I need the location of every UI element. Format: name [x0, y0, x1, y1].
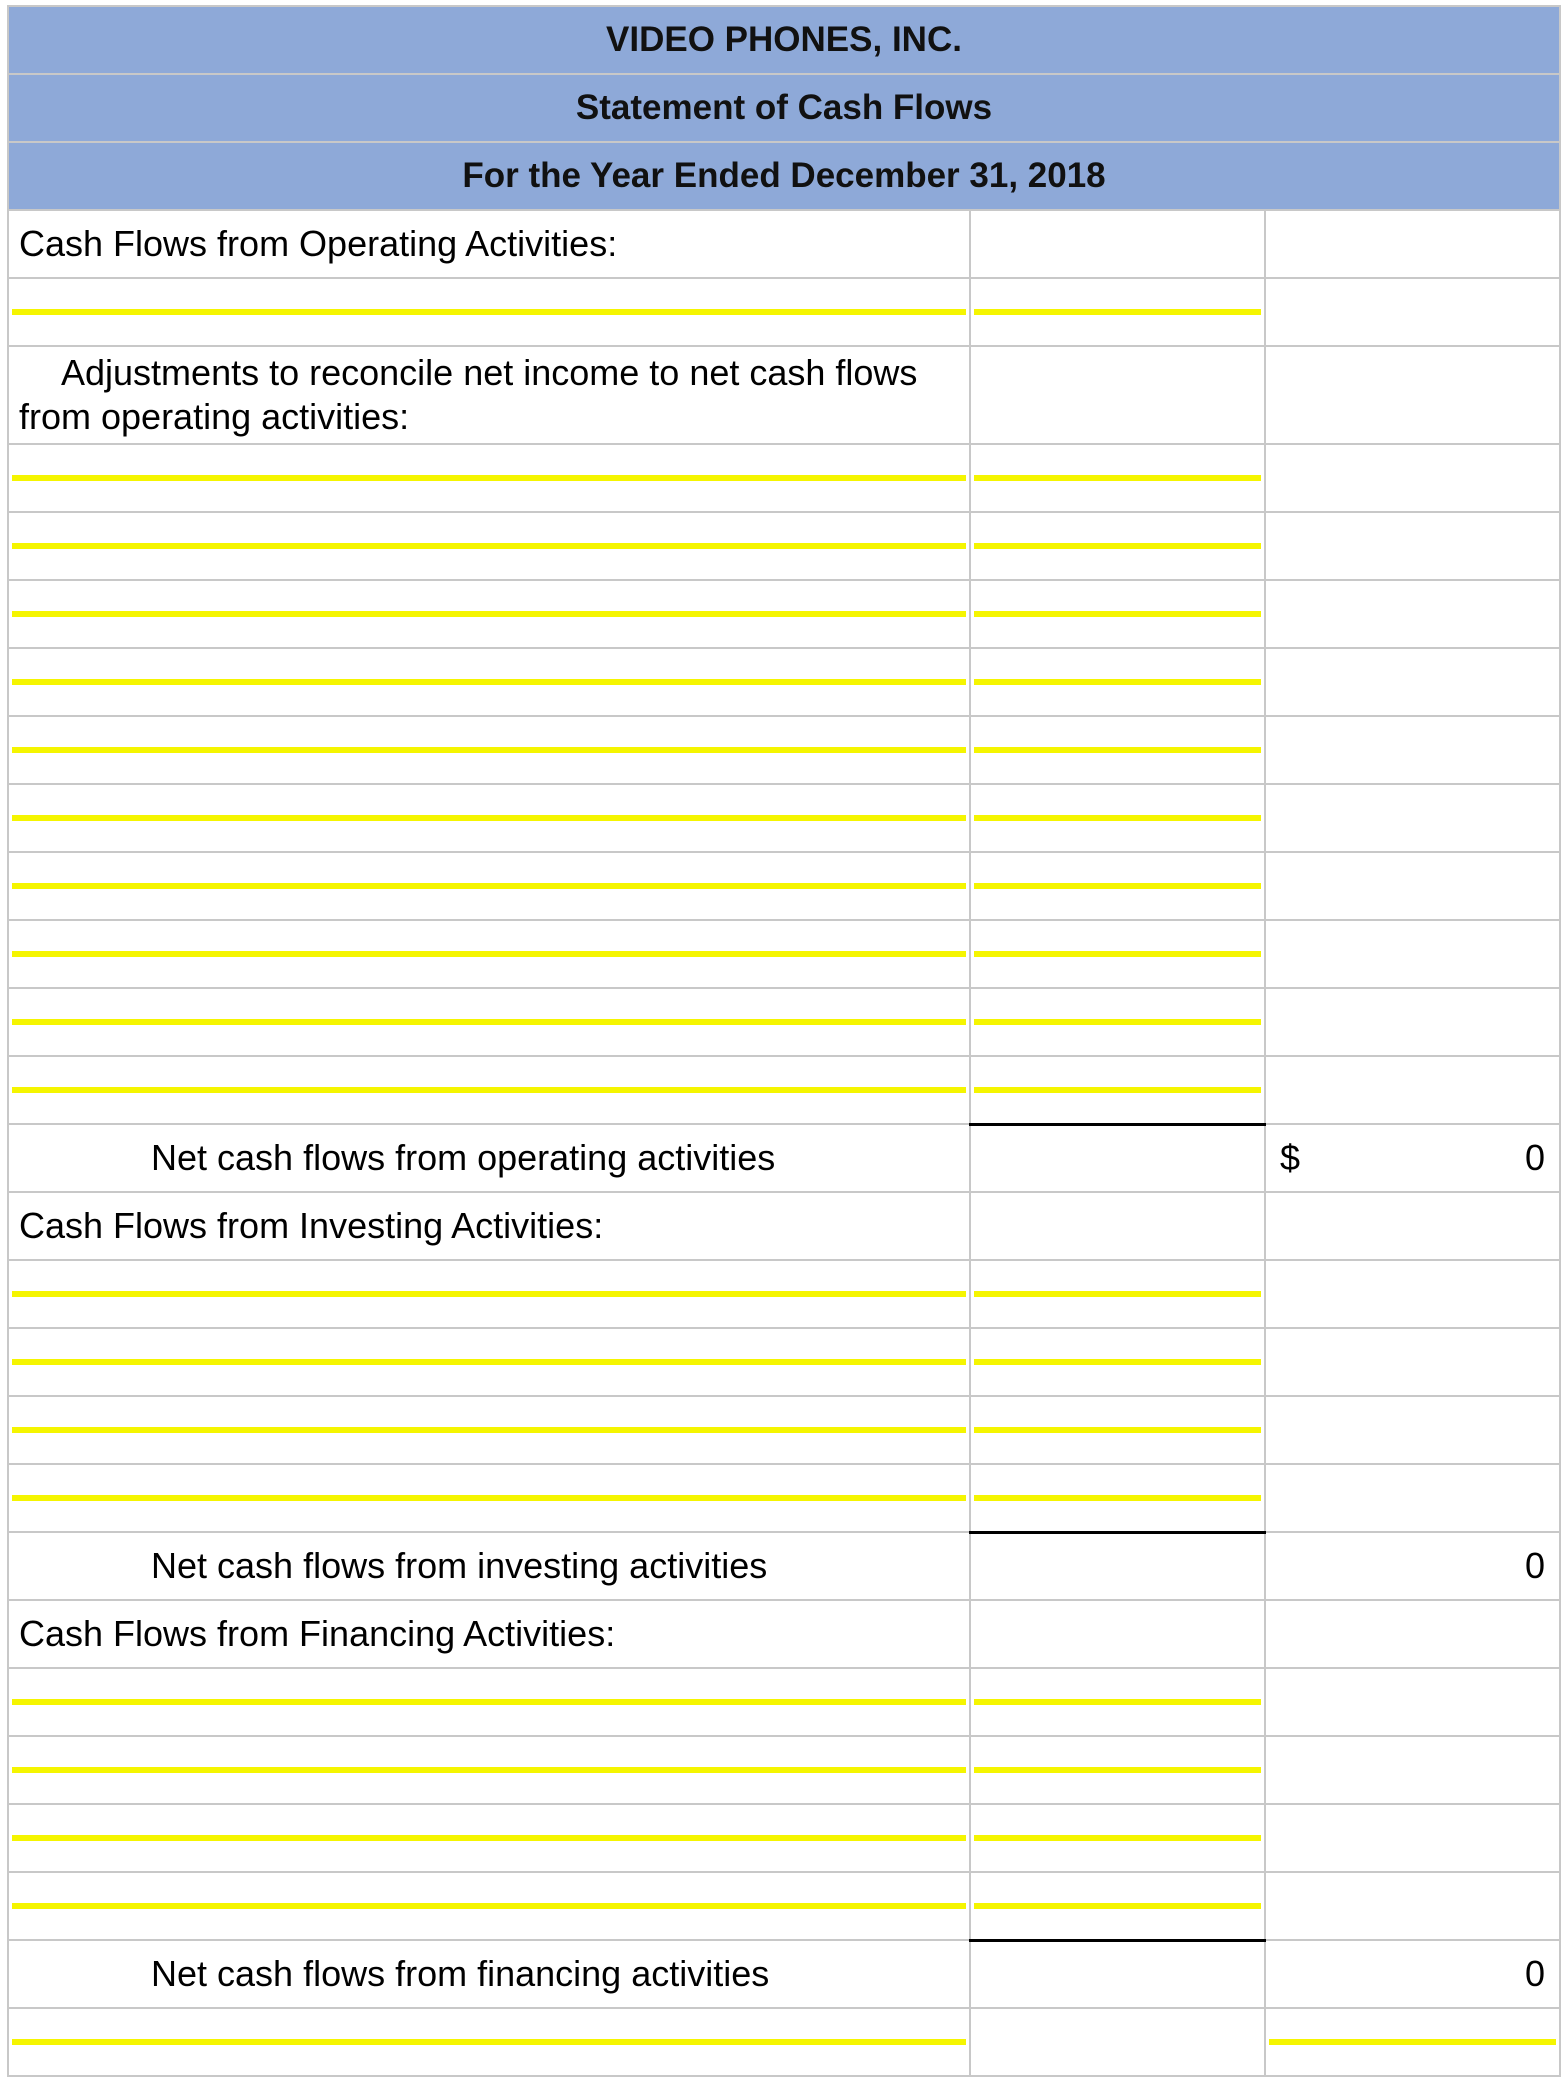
net-investing-value: 0	[1524, 1545, 1546, 1586]
net-financing-amount	[1265, 1940, 1560, 2008]
empty-cell	[1265, 784, 1560, 852]
investing-label-input[interactable]	[8, 1328, 970, 1396]
adjustment-amount-input[interactable]	[970, 580, 1265, 648]
investing-amount-input[interactable]	[970, 1464, 1265, 1532]
net-operating-amount	[1265, 1124, 1560, 1192]
net-financing-label: Net cash flows from financing activities	[8, 1940, 970, 2008]
financing-amount-input[interactable]	[970, 1872, 1265, 1940]
adjustment-label-input[interactable]	[8, 648, 970, 716]
operating-line-amount-input[interactable]	[970, 278, 1265, 346]
cash-flow-statement-table	[7, 5, 1561, 2077]
adjustments-label-text: Adjustments to reconcile net income to net cash flows from operating activities:	[19, 352, 918, 437]
adjustment-label-input[interactable]	[8, 1056, 970, 1124]
empty-cell	[1265, 1872, 1560, 1940]
input-box[interactable]	[974, 611, 1261, 617]
input-box[interactable]	[1269, 2039, 1556, 2045]
empty-cell	[1265, 648, 1560, 716]
input-box[interactable]	[12, 815, 966, 821]
financing-amount-input[interactable]	[970, 1736, 1265, 1804]
input-box[interactable]	[12, 883, 966, 889]
adjustment-label-input[interactable]	[8, 784, 970, 852]
input-box[interactable]	[12, 1767, 966, 1773]
input-box[interactable]	[974, 1835, 1261, 1841]
investing-heading: Cash Flows from Investing Activities:	[8, 1192, 970, 1260]
input-box[interactable]	[974, 543, 1261, 549]
adjustments-label	[8, 346, 970, 444]
empty-cell	[1265, 1464, 1560, 1532]
adjustment-label-input[interactable]	[8, 716, 970, 784]
input-box[interactable]	[12, 475, 966, 481]
input-box[interactable]	[12, 951, 966, 957]
financing-label-input[interactable]	[8, 1668, 970, 1736]
empty-cell	[1265, 444, 1560, 512]
input-box[interactable]	[974, 1019, 1261, 1025]
empty-cell	[1265, 1804, 1560, 1872]
input-box[interactable]	[12, 747, 966, 753]
financing-label-input[interactable]	[8, 1736, 970, 1804]
empty-cell	[1265, 1396, 1560, 1464]
financing-amount-input[interactable]	[970, 1668, 1265, 1736]
empty-cell	[1265, 1600, 1560, 1668]
input-box[interactable]	[974, 1495, 1261, 1501]
input-box[interactable]	[974, 1427, 1261, 1433]
input-box[interactable]	[12, 1495, 966, 1501]
empty-cell	[1265, 1192, 1560, 1260]
adjustment-amount-input[interactable]	[970, 1056, 1265, 1124]
input-box[interactable]	[974, 815, 1261, 821]
empty-cell	[1265, 716, 1560, 784]
empty-cell	[1265, 1668, 1560, 1736]
input-box[interactable]	[12, 309, 966, 315]
empty-cell	[970, 210, 1265, 278]
adjustment-amount-input[interactable]	[970, 512, 1265, 580]
input-box[interactable]	[12, 1087, 966, 1093]
input-box[interactable]	[12, 1427, 966, 1433]
adjustment-label-input[interactable]	[8, 852, 970, 920]
input-box[interactable]	[12, 1359, 966, 1365]
statement-period: For the Year Ended December 31, 2018	[8, 142, 1560, 210]
empty-cell	[970, 1192, 1265, 1260]
input-box[interactable]	[12, 611, 966, 617]
investing-label-input[interactable]	[8, 1396, 970, 1464]
empty-cell	[970, 2008, 1265, 2076]
statement-title: Statement of Cash Flows	[8, 74, 1560, 142]
input-box[interactable]	[12, 1019, 966, 1025]
empty-cell	[1265, 1260, 1560, 1328]
adjustment-label-input[interactable]	[8, 920, 970, 988]
input-box[interactable]	[974, 1087, 1261, 1093]
empty-cell	[1265, 580, 1560, 648]
empty-cell	[970, 346, 1265, 444]
investing-amount-input[interactable]	[970, 1328, 1265, 1396]
empty-cell	[1265, 346, 1560, 444]
net-investing-label: Net cash flows from investing activities	[8, 1532, 970, 1600]
net-financing-value: 0	[1524, 1953, 1546, 1994]
input-box[interactable]	[12, 679, 966, 685]
empty-cell	[970, 1600, 1265, 1668]
empty-cell	[1265, 210, 1560, 278]
adjustment-label-input[interactable]	[8, 444, 970, 512]
financing-amount-input[interactable]	[970, 1804, 1265, 1872]
empty-cell	[1265, 1736, 1560, 1804]
adjustment-amount-input[interactable]	[970, 716, 1265, 784]
net-investing-amount	[1265, 1532, 1560, 1600]
empty-cell	[1265, 1328, 1560, 1396]
net-change-amount-input[interactable]	[1265, 2008, 1560, 2076]
operating-heading: Cash Flows from Operating Activities:	[8, 210, 970, 278]
input-box[interactable]	[12, 1903, 966, 1909]
input-box[interactable]	[12, 2039, 966, 2045]
empty-cell	[1265, 852, 1560, 920]
operating-line-label-input[interactable]	[8, 278, 970, 346]
net-operating-value: 0	[1524, 1137, 1546, 1178]
investing-amount-input[interactable]	[970, 1260, 1265, 1328]
net-operating-label: Net cash flows from operating activities	[8, 1124, 970, 1192]
empty-cell	[1265, 1056, 1560, 1124]
financing-label-input[interactable]	[8, 1804, 970, 1872]
adjustment-amount-input[interactable]	[970, 920, 1265, 988]
input-box[interactable]	[12, 1699, 966, 1705]
financing-label-input[interactable]	[8, 1872, 970, 1940]
investing-amount-input[interactable]	[970, 1396, 1265, 1464]
empty-cell	[970, 1124, 1265, 1192]
input-box[interactable]	[974, 475, 1261, 481]
input-box[interactable]	[974, 309, 1261, 315]
empty-cell	[970, 1940, 1265, 2008]
adjustment-amount-input[interactable]	[970, 784, 1265, 852]
input-box[interactable]	[974, 1699, 1261, 1705]
input-box[interactable]	[974, 1291, 1261, 1297]
input-box[interactable]	[974, 1903, 1261, 1909]
input-box[interactable]	[974, 1359, 1261, 1365]
input-box[interactable]	[12, 543, 966, 549]
investing-label-input[interactable]	[8, 1260, 970, 1328]
empty-cell	[1265, 512, 1560, 580]
empty-cell	[1265, 988, 1560, 1056]
empty-cell	[1265, 920, 1560, 988]
investing-label-input[interactable]	[8, 1464, 970, 1532]
empty-cell	[970, 1532, 1265, 1600]
net-change-label-input[interactable]	[8, 2008, 970, 2076]
input-box[interactable]	[974, 747, 1261, 753]
adjustment-amount-input[interactable]	[970, 852, 1265, 920]
adjustment-amount-input[interactable]	[970, 444, 1265, 512]
input-box[interactable]	[974, 679, 1261, 685]
input-box[interactable]	[12, 1291, 966, 1297]
adjustment-label-input[interactable]	[8, 512, 970, 580]
adjustment-amount-input[interactable]	[970, 648, 1265, 716]
input-box[interactable]	[974, 951, 1261, 957]
company-name: VIDEO PHONES, INC.	[8, 6, 1560, 74]
empty-cell	[1265, 278, 1560, 346]
currency-symbol: $	[1280, 1137, 1301, 1178]
adjustment-label-input[interactable]	[8, 580, 970, 648]
adjustment-label-input[interactable]	[8, 988, 970, 1056]
input-box[interactable]	[974, 883, 1261, 889]
adjustment-amount-input[interactable]	[970, 988, 1265, 1056]
financing-heading: Cash Flows from Financing Activities:	[8, 1600, 970, 1668]
input-box[interactable]	[12, 1835, 966, 1841]
input-box[interactable]	[974, 1767, 1261, 1773]
